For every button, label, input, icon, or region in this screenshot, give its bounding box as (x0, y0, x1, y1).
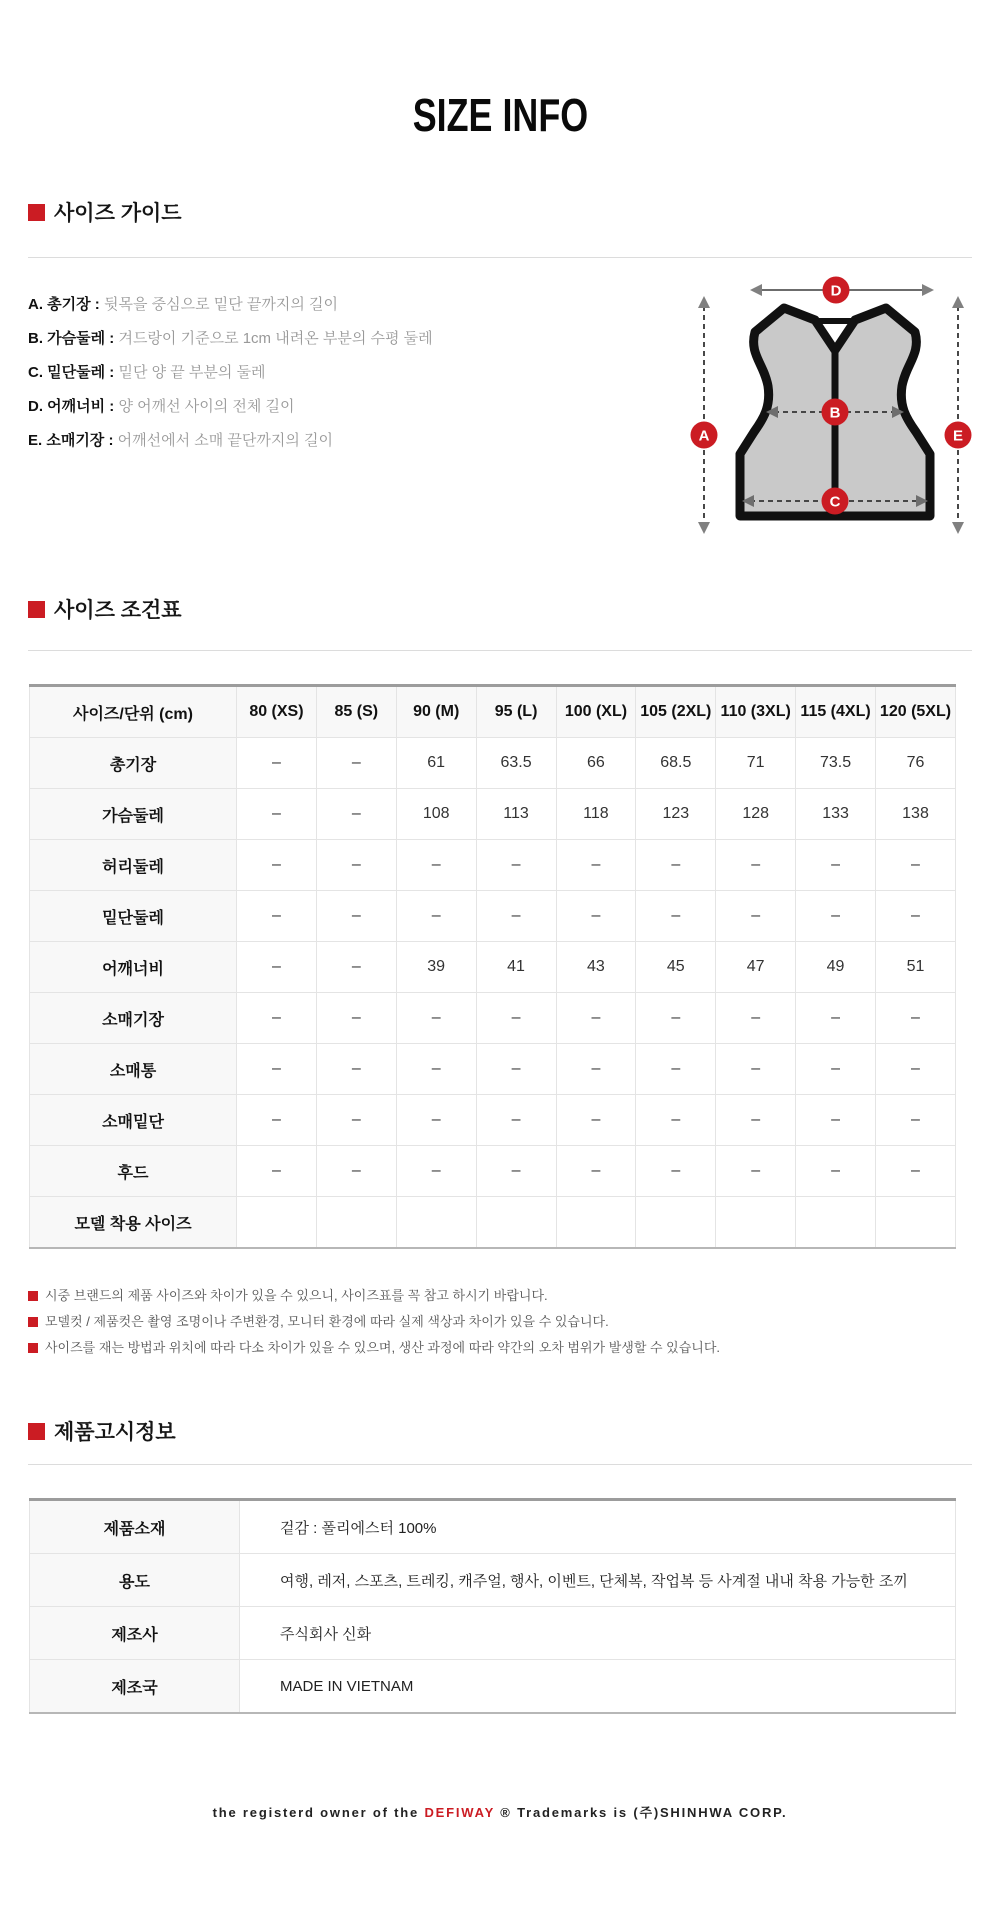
guide-item-desc: 어깨선에서 소매 끝단까지의 길이 (113, 432, 334, 449)
product-info-label: 용도 (30, 1554, 240, 1607)
section-heading-label: 사이즈 가이드 (54, 202, 182, 225)
size-table-cell: – (556, 993, 636, 1044)
size-table-cell: – (237, 993, 317, 1044)
size-table-cell: – (237, 840, 317, 891)
size-table-cell: 43 (556, 942, 636, 993)
size-table-cell (796, 1197, 876, 1249)
size-table-cell: – (237, 1146, 317, 1197)
size-table-cell: – (396, 993, 476, 1044)
product-info-label: 제조사 (30, 1607, 240, 1660)
size-table-cell (237, 1197, 317, 1249)
divider (28, 257, 972, 258)
size-note-text: 시중 브랜드의 제품 사이즈와 차이가 있을 수 있으니, 사이즈표를 꼭 참고 하시기 바랍니다. (45, 1288, 548, 1303)
size-table-cell: – (316, 1146, 396, 1197)
size-table-column-header: 사이즈/단위 (cm) (30, 686, 237, 738)
size-table-header-row (30, 686, 956, 738)
size-table-cell: – (316, 891, 396, 942)
size-table-column-header: 95 (L) (476, 686, 556, 738)
size-table-row (30, 738, 956, 789)
page-title-text: SIZE INFO (412, 89, 588, 141)
size-table-cell: – (796, 891, 876, 942)
size-table-row-label: 어깨너비 (30, 942, 237, 993)
guide-item-desc: 밑단 양 끝 부분의 둘레 (114, 364, 266, 381)
page-title (0, 88, 1000, 142)
guide-item-desc: 양 어깨선 사이의 전체 길이 (114, 398, 295, 415)
size-table-column-header: 110 (3XL) (716, 686, 796, 738)
size-table-cell (476, 1197, 556, 1249)
size-table-row-label: 밑단둘레 (30, 891, 237, 942)
size-table-cell: – (237, 942, 317, 993)
size-table-row (30, 891, 956, 942)
svg-text:C: C (829, 493, 841, 511)
guide-item-label: C. 밑단둘레 : (28, 364, 115, 381)
size-table-row-label: 소매통 (30, 1044, 237, 1095)
size-table-cell: – (237, 789, 317, 840)
size-note (28, 1309, 720, 1335)
product-info-table (29, 1498, 956, 1714)
size-table-cell: 108 (396, 789, 476, 840)
size-table-row (30, 942, 956, 993)
size-notes (28, 1283, 720, 1361)
section-heading-label: 제품고시정보 (54, 1421, 176, 1444)
size-table-cell (396, 1197, 476, 1249)
size-table-cell: – (716, 1146, 796, 1197)
size-table-cell: – (716, 891, 796, 942)
size-table-row-label: 가슴둘레 (30, 789, 237, 840)
size-table-cell: – (556, 1044, 636, 1095)
size-table-cell: – (396, 891, 476, 942)
guide-item-desc: 뒷목을 중심으로 밑단 끝까지의 길이 (99, 296, 339, 313)
size-table-row-label: 모델 착용 사이즈 (30, 1197, 237, 1249)
size-table-row-label: 소매기장 (30, 993, 237, 1044)
product-info-value: 주식회사 신화 (240, 1607, 956, 1660)
size-table-cell: 51 (876, 942, 956, 993)
marker-b (822, 399, 849, 426)
size-table-cell: – (636, 1095, 716, 1146)
size-table-cell: – (716, 993, 796, 1044)
size-table-cell (876, 1197, 956, 1249)
size-table-row (30, 1197, 956, 1249)
size-table-cell: – (876, 993, 956, 1044)
size-table-column-header: 115 (4XL) (796, 686, 876, 738)
size-table-row-label: 허리둘레 (30, 840, 237, 891)
size-table-cell: – (796, 993, 876, 1044)
size-table-cell: – (476, 1146, 556, 1197)
arrow-e-down-head (952, 522, 964, 534)
size-table-cell (316, 1197, 396, 1249)
arrow-d-right-head (922, 284, 934, 296)
size-note (28, 1335, 720, 1361)
arrow-e-up-head (952, 296, 964, 308)
size-table-cell: 123 (636, 789, 716, 840)
size-table-cell: – (237, 1044, 317, 1095)
size-table-cell: 113 (476, 789, 556, 840)
size-table-cell: – (237, 1095, 317, 1146)
section-heading-size-guide (28, 197, 182, 227)
size-table-cell: 128 (716, 789, 796, 840)
size-table-column-header: 105 (2XL) (636, 686, 716, 738)
size-guide-list (28, 288, 433, 458)
size-table-cell: – (796, 1095, 876, 1146)
divider (28, 650, 972, 651)
product-info-value: 겉감 : 폴리에스터 100% (240, 1500, 956, 1554)
size-table-cell: – (316, 1044, 396, 1095)
size-table-cell: 138 (876, 789, 956, 840)
size-table-cell: – (476, 840, 556, 891)
size-guide-item (28, 424, 433, 458)
size-table-row (30, 789, 956, 840)
size-table-cell: 61 (396, 738, 476, 789)
size-guide-item (28, 356, 433, 390)
size-table-cell: – (476, 1095, 556, 1146)
product-info-row (30, 1660, 956, 1714)
divider (28, 1464, 972, 1465)
size-table-column-header: 90 (M) (396, 686, 476, 738)
size-note (28, 1283, 720, 1309)
arrow-d-left-head (750, 284, 762, 296)
size-table-cell: 76 (876, 738, 956, 789)
size-table-cell: – (876, 1146, 956, 1197)
svg-text:E: E (952, 427, 964, 445)
size-table-cell: – (796, 840, 876, 891)
size-table-cell: – (876, 1095, 956, 1146)
size-table-cell: 73.5 (796, 738, 876, 789)
size-table-column-header: 120 (5XL) (876, 686, 956, 738)
size-table-cell: 41 (476, 942, 556, 993)
size-table-cell: – (316, 993, 396, 1044)
size-table-cell: – (716, 1044, 796, 1095)
size-guide-item (28, 288, 433, 322)
guide-item-label: D. 어깨너비 : (28, 398, 115, 415)
marker-c (822, 488, 849, 515)
size-table-cell: 47 (716, 942, 796, 993)
size-table-cell: 118 (556, 789, 636, 840)
size-table-cell: – (237, 738, 317, 789)
size-note-text: 사이즈를 재는 방법과 위치에 따라 다소 차이가 있을 수 있으며, 생산 과정에 따라 약간의 오차 범위가 발생할 수 있습니다. (45, 1340, 721, 1355)
size-table-cell: – (636, 840, 716, 891)
size-table-cell (716, 1197, 796, 1249)
size-table-row (30, 1044, 956, 1095)
footer-suffix: ® Trademarks is (주)SHINHWA CORP. (494, 1805, 788, 1820)
section-heading-label: 사이즈 조건표 (54, 599, 182, 622)
size-table-cell: – (396, 1095, 476, 1146)
size-table-row (30, 1146, 956, 1197)
size-note-text: 모델컷 / 제품컷은 촬영 조명이나 주변환경, 모니터 환경에 따라 실제 색상과 차이가 있을 수 있습니다. (45, 1314, 609, 1329)
size-table-cell: 71 (716, 738, 796, 789)
size-table-cell: – (556, 1095, 636, 1146)
size-table-cell: – (636, 1146, 716, 1197)
guide-item-desc: 겨드랑이 기준으로 1cm 내려온 부분의 수평 둘레 (114, 330, 433, 347)
size-table-cell: 63.5 (476, 738, 556, 789)
vest-measurement-diagram (686, 270, 978, 546)
size-table-cell: – (396, 1146, 476, 1197)
section-heading-product-info (28, 1416, 176, 1446)
size-table-cell: – (636, 993, 716, 1044)
size-table-cell: – (556, 840, 636, 891)
product-info-row (30, 1607, 956, 1660)
arrow-a-down-head (698, 522, 710, 534)
size-table-cell: 133 (796, 789, 876, 840)
svg-text:A: A (698, 427, 710, 445)
marker-d (823, 277, 850, 304)
size-table-cell: 45 (636, 942, 716, 993)
size-table-cell: – (476, 993, 556, 1044)
size-table-cell: – (316, 789, 396, 840)
size-table-cell: – (636, 1044, 716, 1095)
svg-text:B: B (829, 404, 841, 422)
size-table-cell: – (796, 1146, 876, 1197)
size-table-cell: – (876, 1044, 956, 1095)
size-guide-item (28, 390, 433, 424)
size-table-column-header: 100 (XL) (556, 686, 636, 738)
product-info-value: MADE IN VIETNAM (240, 1660, 956, 1714)
size-table-cell: – (396, 840, 476, 891)
size-table-cell: – (796, 1044, 876, 1095)
product-info-value: 여행, 레저, 스포츠, 트레킹, 캐주얼, 행사, 이벤트, 단체복, 작업복 등 사계절 내내 착용 가능한 조끼 (240, 1554, 956, 1607)
marker-a (691, 422, 718, 449)
trademark-footer (0, 1802, 1000, 1821)
size-table-cell: – (316, 840, 396, 891)
size-table-cell: 66 (556, 738, 636, 789)
size-table-cell: – (316, 1095, 396, 1146)
red-square-icon (28, 1343, 38, 1353)
guide-item-label: B. 가슴둘레 : (28, 330, 115, 347)
size-table-column-header: 80 (XS) (237, 686, 317, 738)
section-heading-size-table (28, 594, 182, 624)
size-table-column-header: 85 (S) (316, 686, 396, 738)
red-square-icon (28, 601, 45, 618)
marker-e (945, 422, 972, 449)
red-square-icon (28, 1317, 38, 1327)
size-table (29, 684, 956, 1249)
size-table-cell: 49 (796, 942, 876, 993)
size-table-cell: 39 (396, 942, 476, 993)
size-table-row-label: 후드 (30, 1146, 237, 1197)
size-table-row-label: 소매밑단 (30, 1095, 237, 1146)
guide-item-label: A. 총기장 : (28, 296, 100, 313)
size-table-cell: – (556, 1146, 636, 1197)
footer-prefix: the registerd owner of the (212, 1805, 425, 1820)
size-table-row (30, 993, 956, 1044)
size-table-cell: – (716, 1095, 796, 1146)
red-square-icon (28, 1423, 45, 1440)
size-table-cell: 68.5 (636, 738, 716, 789)
size-table-cell: – (636, 891, 716, 942)
size-table-cell: – (556, 891, 636, 942)
size-table-cell: – (316, 738, 396, 789)
product-info-label: 제품소재 (30, 1500, 240, 1554)
product-info-row (30, 1554, 956, 1607)
size-table-cell: – (476, 1044, 556, 1095)
size-table-cell (556, 1197, 636, 1249)
product-info-label: 제조국 (30, 1660, 240, 1714)
red-square-icon (28, 1291, 38, 1301)
footer-brand: DEFIWAY (424, 1805, 495, 1820)
size-table-row-label: 총기장 (30, 738, 237, 789)
size-table-cell: – (476, 891, 556, 942)
size-table-cell: – (396, 1044, 476, 1095)
size-table-cell: – (316, 942, 396, 993)
size-table-cell: – (876, 840, 956, 891)
size-table-cell: – (237, 891, 317, 942)
size-table-cell: – (876, 891, 956, 942)
size-table-cell: – (716, 840, 796, 891)
svg-text:D: D (830, 282, 842, 300)
size-table-row (30, 840, 956, 891)
size-table-row (30, 1095, 956, 1146)
product-info-row (30, 1500, 956, 1554)
size-table-cell (636, 1197, 716, 1249)
red-square-icon (28, 204, 45, 221)
size-guide-item (28, 322, 433, 356)
guide-item-label: E. 소매기장 : (28, 432, 114, 449)
arrow-a-up-head (698, 296, 710, 308)
